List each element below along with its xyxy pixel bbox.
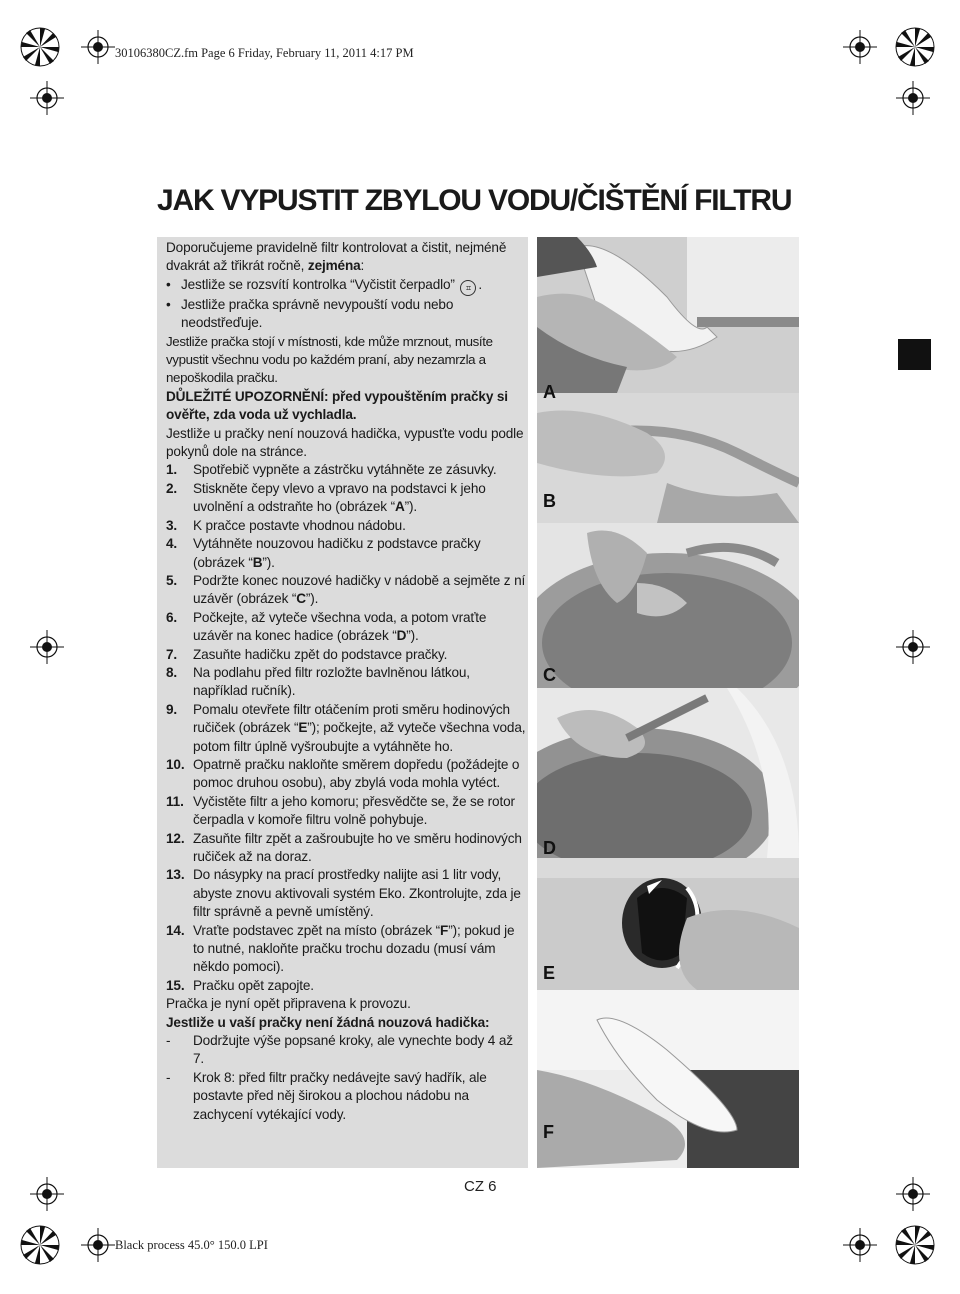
photo-pull-hose xyxy=(537,393,799,523)
registration-mark-icon xyxy=(30,630,64,664)
photo-label-e: E xyxy=(543,963,556,983)
step-number: 8. xyxy=(166,664,178,680)
registration-mark-icon xyxy=(30,81,64,115)
step-text: Zasuňte filtr zpět a zašroubujte ho ve směru hodinových ručiček až na doraz. xyxy=(193,830,522,864)
step-text: Stiskněte čepy vlevo a vpravo na podstavci k jeho uvolnění a odstraňte ho (obrázek “A”). xyxy=(193,480,486,515)
step-item xyxy=(166,480,526,517)
step-number: 1. xyxy=(166,462,178,478)
photo-label-a: A xyxy=(543,382,556,402)
step-number: 5. xyxy=(166,572,178,588)
step-text: Pračku opět zapojte. xyxy=(193,977,314,993)
step-item xyxy=(166,866,526,921)
step-item xyxy=(166,461,526,479)
section-tab-marker xyxy=(898,339,931,370)
step-number: 3. xyxy=(166,517,178,533)
step-number: 13. xyxy=(166,867,185,883)
photo-label-c: C xyxy=(543,665,556,685)
step-number: 7. xyxy=(166,646,178,662)
photo-label-f: F xyxy=(543,1122,554,1142)
step-text: Spotřebič vypněte a zástrčku vytáhněte ze zásuvky. xyxy=(193,462,497,478)
photo-unscrew-filter xyxy=(537,858,799,990)
step-number: 12. xyxy=(166,830,185,846)
photo-label-b: B xyxy=(543,491,556,511)
step-item xyxy=(166,572,526,609)
bullet-item: • Jestliže se rozsvítí kontrolka “Vyčistit čerpadlo” ⌗ . xyxy=(166,276,526,296)
step-number: 11. xyxy=(166,793,184,809)
step-text: Podržte konec nouzové hadičky v nádobě a sejměte z ní uzávěr (obrázek “C”). xyxy=(193,572,526,607)
step-text: Vyčistěte filtr a jeho komoru; přesvědčte se, že se rotor čerpadla v komoře filtru volně pohybuje. xyxy=(193,793,515,828)
step-number: 4. xyxy=(166,536,178,552)
color-target-icon xyxy=(20,27,60,67)
registration-mark-icon xyxy=(843,1228,877,1262)
step-text: Pomalu otevřete filtr otáčením proti směru hodinových ručiček (obrázek “E”); počkejte, až vyteče všechna voda, potom filtr úplně vyšroubujte a vytáhněte ho. xyxy=(193,701,526,754)
registration-mark-icon xyxy=(843,30,877,64)
photo-remove-plinth xyxy=(537,237,799,393)
step-number: 2. xyxy=(166,480,178,496)
registration-mark-icon xyxy=(896,630,930,664)
step-item xyxy=(166,830,526,867)
step-number: 15. xyxy=(166,977,185,993)
registration-mark-icon xyxy=(896,1177,930,1211)
nohose-item: - Dodržujte výše popsané kroky, ale vynechte body 4 až 7. xyxy=(166,1033,513,1067)
step-item xyxy=(166,977,526,995)
bullet-item: • Jestliže pračka správně nevypouští vodu nebo neodstřeďuje. xyxy=(166,296,454,331)
step-item xyxy=(166,517,526,535)
step-text: Zasuňte hadičku zpět do podstavce pračky. xyxy=(193,646,448,662)
photo-open-hose xyxy=(537,523,799,688)
registration-mark-icon xyxy=(30,1177,64,1211)
step-text: Do násypky na prací prostředky nalijte asi 1 litr vody, abyste znovu aktivovali systém Eko. Zkontrolujte, zda je filtr správně a pevně umístěný. xyxy=(193,867,521,920)
step-text: Vraťte podstavec zpět na místo (obrázek “F”); pokud je to nutné, nakloňte pračku trochu dozadu (musí vám někdo pomoci). xyxy=(193,922,515,975)
instructions-text xyxy=(166,239,526,1124)
step-item xyxy=(166,701,526,756)
warning-paragraph: DŮLEŽITÉ UPOZORNĚNÍ: před vypouštěním pračky si ověřte, zda voda už vychladla. xyxy=(166,388,508,423)
step-text: Počkejte, až vyteče všechna voda, a potom vraťte uzávěr na konec hadice (obrázek “D”). xyxy=(193,609,487,644)
photo-label-d: D xyxy=(543,838,556,858)
step-item xyxy=(166,664,526,701)
color-target-icon xyxy=(895,27,935,67)
step-item xyxy=(166,609,526,646)
step-item xyxy=(166,793,526,830)
photo-refit-plinth xyxy=(537,990,799,1168)
frost-paragraph: Jestliže pračka stojí v místnosti, kde může mrznout, musíte vypustit všechnu vodu po každém praní, aby nezamrzla a nepoškodila pračku. xyxy=(166,333,493,386)
nohose-item: - Krok 8: před filtr pračky nedávejte savý hadřík, ale postavte před něj širokou a plochou nádobu na zachycení vytékající vody. xyxy=(166,1069,487,1122)
step-text: Vytáhněte nouzovou hadičku z podstavce pračky (obrázek “B”). xyxy=(193,536,481,570)
registration-mark-icon xyxy=(896,81,930,115)
step-item xyxy=(166,922,526,977)
photo-drain-water xyxy=(537,688,799,858)
step-item xyxy=(166,756,526,793)
step-item xyxy=(166,535,526,572)
registration-mark-icon xyxy=(81,30,115,64)
registration-mark-icon xyxy=(81,1228,115,1262)
step-item xyxy=(166,646,526,664)
step-text: Na podlahu před filtr rozložte bavlněnou látkou, například ručník). xyxy=(193,664,470,699)
step-text: Opatrně pračku nakloňte směrem dopředu (požádejte o pomoc druhou osobu), aby zbylá voda mohla vytéct. xyxy=(193,756,520,791)
print-header: 30106380CZ.fm Page 6 Friday, February 11, 2011 4:17 PM xyxy=(115,46,414,60)
ready-paragraph: Pračka je nyní opět připravena k provozu. xyxy=(166,996,411,1012)
step-number: 14. xyxy=(166,922,185,938)
step-text: K pračce postavte vhodnou nádobu. xyxy=(193,517,406,533)
step-number: 9. xyxy=(166,701,178,717)
nohose-heading: Jestliže u vaší pračky není žádná nouzová hadička: xyxy=(166,1014,490,1030)
pump-indicator-icon: ⌗ xyxy=(460,280,476,296)
step-number: 10. xyxy=(166,756,185,772)
page-title: JAK VYPUSTIT ZBYLOU VODU/ČIŠTĚNÍ FILTRU xyxy=(157,184,792,217)
page-number: CZ 6 xyxy=(464,1178,497,1195)
print-footer: Black process 45.0° 150.0 LPI xyxy=(115,1238,268,1252)
step-number: 6. xyxy=(166,609,178,625)
nohose-paragraph: Jestliže u pračky není nouzová hadička, vypusťte vodu podle pokynů dole na stránce. xyxy=(166,425,524,460)
intro-paragraph: Doporučujeme pravidelně filtr kontrolovat a čistit, nejméně dvakrát až třikrát ročně, zejména: xyxy=(166,240,507,274)
steps-list xyxy=(166,461,526,995)
color-target-icon xyxy=(895,1225,935,1265)
color-target-icon xyxy=(20,1225,60,1265)
